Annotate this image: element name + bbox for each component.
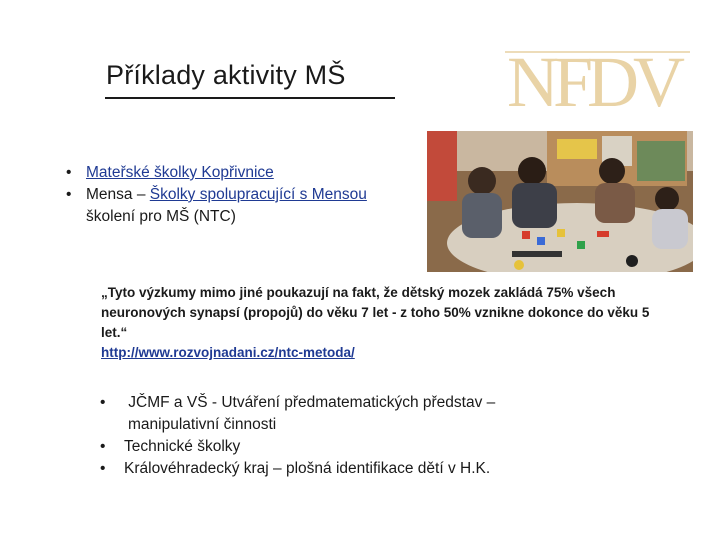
bullet: • — [66, 186, 72, 203]
list-item — [100, 458, 495, 480]
bullet: • — [100, 460, 106, 477]
list-item-text: Královéhradecký kraj – plošná identifikace dětí v H.K. — [124, 460, 491, 477]
slide-title: Příklady aktivity MŠ — [106, 60, 346, 90]
list-item — [66, 162, 367, 184]
koprivnice-link[interactable]: Mateřské školky Kopřivnice — [86, 164, 274, 181]
quote-block — [101, 283, 661, 363]
mensa-link[interactable]: Školky spolupracující s Mensou — [149, 186, 367, 203]
top-bullet-list — [66, 162, 367, 228]
list-item — [100, 392, 495, 414]
classroom-photo — [427, 131, 693, 272]
list-item-text: Technické školky — [124, 438, 241, 455]
quote-source-link[interactable]: http://www.rozvojnadani.cz/ntc-metoda/ — [101, 345, 355, 360]
bottom-bullet-list — [100, 392, 495, 480]
list-item-continuation: manipulativní činnosti — [128, 416, 277, 433]
list-item-continuation: školení pro MŠ (NTC) — [86, 208, 236, 225]
mensa-prefix: Mensa – — [86, 186, 150, 203]
list-item — [66, 184, 367, 206]
title-underline — [105, 97, 395, 99]
photo-image — [427, 131, 693, 272]
nfdv-logo — [505, 32, 690, 124]
bullet: • — [100, 438, 106, 455]
list-item — [100, 436, 495, 458]
logo-text: NFDV — [507, 42, 680, 122]
list-item-text: JČMF a VŠ - Utváření předmatematických představ – — [124, 394, 496, 411]
bullet: • — [66, 164, 72, 181]
quote-text: „Tyto výzkumy mimo jiné poukazují na fakt, že dětský mozek zakládá 75% všech neuronových synapsí (propojů) do věku 7 let - z toho 50% vznikne dokonce do věku 5 let.“ — [101, 285, 650, 340]
bullet: • — [100, 394, 106, 411]
